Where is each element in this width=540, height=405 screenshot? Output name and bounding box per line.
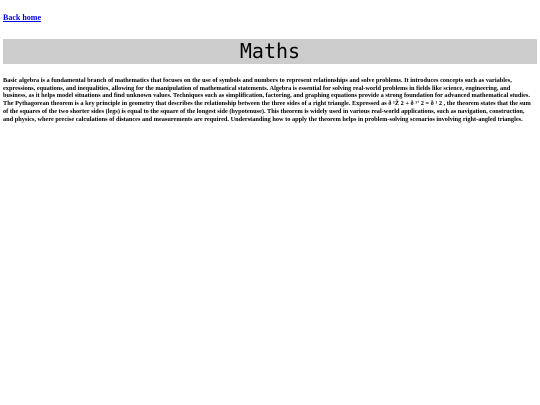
page-title-banner — [3, 39, 537, 64]
back-home-link[interactable]: Back home — [3, 13, 41, 22]
article-paragraph: Basic algebra is a fundamental branch of mathematics that focuses on the use of symbols and numbers to represent relationships and solve problems. It introduces concepts such as variables, expressions, equations, and inequalities, allowing for the manipulation of mathematical statements. Algebra is essential for solving real-world problems in fields like science, engineering, and business, as it helps model situations and find unknown values. Techniques such as simplification, factoring, and graphing equations provide a strong foundation for advanced mathematical studies. The Pythagorean theorem is a key principle in geometry that describes the relationship between the three sides of a right triangle. Expressed as ð ¹Ž 2 + ð ¹‘ 2 = ð ¹ 2 , the theorem states that the sum of the squares of the two shorter sides (legs) is equal to the square of the longest side (hypotenuse). This theorem is widely used in various real-world applications, such as navigation, construction, and physics, where precise calculations of distances and measurements are required. Understanding how to apply the theorem helps in problem-solving scenarios involving right-angled triangles. — [3, 77, 531, 123]
article-body — [3, 77, 533, 123]
page-title: Maths — [239, 39, 301, 63]
